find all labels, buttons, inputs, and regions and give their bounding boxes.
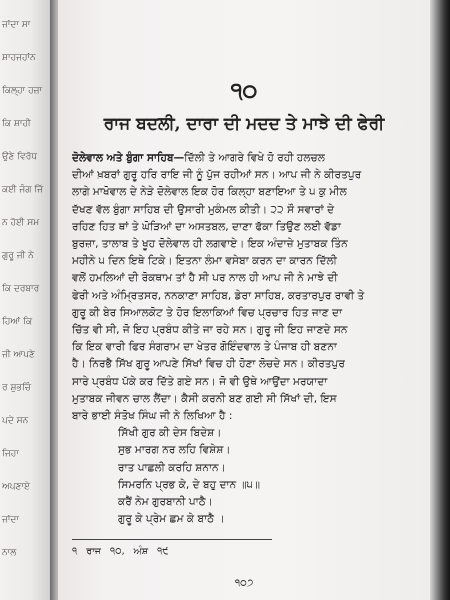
previous-page-text-fragment: ਕਿ ਦਰਬਾਰ — [2, 284, 40, 294]
verse-line: ਗੁਰੂ ਕੇ ਪ੍ਰੇਮ ਛਮ ਕੇ ਬਾਠੈ । — [118, 513, 225, 526]
body-line: ਦੱਖਣ ਵੱਲ ਬੁੰਗਾ ਸਾਹਿਬ ਦੀ ਉਸਾਰੀ ਮੁਕੰਮਲ ਕੀਤੀ। ੨੨ ਸੌ ਸਵਾਰਾਂ ਦੇ — [72, 203, 335, 216]
body-line: ਬਾਰੇ ਭਾਈ ਸੰਤੋਖ ਸਿੰਘ ਜੀ ਨੇ ਲਿਖਿਆ ਹੈ : — [72, 410, 233, 423]
previous-page-text-fragment: ਨ ਹੋਈ ਸਮ — [2, 218, 40, 228]
book-page — [58, 0, 430, 600]
body-line: ਕਿ ਇਕ ਵਾਰੀ ਫਿਰ ਸੰਗਰਾਮ ਦਾ ਖੇਤਰ ਗੋਇੰਦਵਾਲ ਤੇ ਪੰਜਾਬ ਹੀ ਬਣਨਾ — [72, 341, 337, 354]
verse-line: ਸਿੱਖੀ ਗੁਰ ਕੀ ਦੇਸ ਬਿਦੇਸ਼। — [118, 427, 222, 440]
footnote-divider — [72, 539, 272, 540]
footnote — [72, 546, 169, 557]
body-line: ਵਲੋਂ ਹਮਲਿਆਂ ਦੀ ਰੋਕਥਾਮ ਤਾਂ ਹੈ ਸੀ ਪਰ ਨਾਲ ਹੀ ਆਪ ਜੀ ਨੇ ਮਾਝੇ ਦੀ — [72, 272, 338, 285]
previous-page-text-fragment: ਕਈ ਜੰਗ ਜਿੱ — [2, 185, 44, 195]
previous-page-text-fragment: ਹਿਆਂ ਕਿ — [2, 317, 33, 327]
footnote-text: ਰਾਜ ੧੦, ਅੰਸ਼ ੧੯ — [86, 546, 169, 557]
body-line-1-text: ਦਿੱਲੀ ਤੇ ਆਗਰੇ ਵਿਖੇ ਹੋ ਰਹੀ ਹਲਚਲ — [184, 152, 325, 164]
previous-page-text-fragment: ਰ ਸ਼ੁਭਚਿੰ — [2, 383, 31, 393]
verse-line: ਰਾਤ ਪਾਛਲੀ ਕਰਹਿ ਸ਼ਨਾਨ। — [118, 461, 226, 474]
previous-page-text-fragment: ਸ਼ਾਹਜਹਾਂਨ — [2, 53, 36, 63]
previous-page-text-fragment: ਉਣੇ ਵਿਰੋਧ — [2, 152, 38, 162]
body-line-1 — [72, 150, 418, 167]
page-number: ੧੦੭ — [234, 578, 254, 589]
body-line: ਮੁਤਾਬਕ ਜੀਵਨ ਚਾਲ ਲੈਂਦਾ। ਕੈਸੀ ਕਰਨੀ ਬਣ ਗਈ ਸੀ ਸਿੱਖਾਂ ਦੀ, ਇਸ — [72, 392, 337, 405]
previous-page-text-fragment: ਜਾਂਦਾ ਸਾ — [2, 20, 31, 30]
body-line: ਗੁਰੂ ਕੀ ਬੇਰ ਸਿਆਲਕੋਟ ਤੇ ਹੋਰ ਇਲਾਕਿਆਂ ਵਿਚ ਪ੍ਰਚਾਰ ਹਿਤ ਜਾਣ ਦਾ — [72, 306, 343, 319]
body-line: ਦੀਆਂ ਖ਼ਬਰਾਂ ਗੁਰੂ ਹਰਿ ਰਾਇ ਜੀ ਨੂੰ ਪੁੱਜ ਰਹੀਆਂ ਸਨ। ਆਪ ਜੀ ਨੇ ਕੀਰਤਪੁਰ — [72, 169, 362, 182]
previous-page-text-fragment: ਕਿਲ੍ਹਾ ਹਜ਼ਾ — [2, 86, 43, 96]
body-line: ਰਹਿਣ ਹਿਤ ਥਾਂ ਤੇ ਘੋੜਿਆਂ ਦਾ ਅਸਤਬਲ, ਦਾਣਾ ਫੱਕਾ ਤਿਉਣ ਲਈ ਵੱਡਾ — [72, 220, 341, 233]
chapter-title: ਰਾਜ ਬਦਲੀ, ਦਾਰਾ ਦੀ ਮਦਦ ਤੇ ਮਾਝੇ ਦੀ ਫੇਰੀ — [103, 114, 385, 134]
previous-page-text-fragment: ਅਪਣਾਏ — [2, 482, 30, 492]
body-text — [72, 150, 418, 528]
previous-page-edge — [0, 0, 52, 600]
body-line: ਫੇਰੀ ਅਤੇ ਅੰਮ੍ਰਿਤਸਰ, ਨਨਕਾਣਾ ਸਾਹਿਬ, ਡੇਰਾ ਸਾਹਿਬ, ਕਰਤਾਰਪੁਰ ਰਾਵੀ ਤੇ — [72, 289, 365, 302]
verse-line: ਸਿਮਰਨਿ ਪ੍ਰਭ ਕੇ, ਦੇ ਬਹੁ ਦਾਨ ॥੫॥ — [118, 478, 261, 491]
section-lead-label: ਦੋਲੇਵਾਲ ਅਤੇ ਬੁੰਗਾ ਸਾਹਿਬ— — [72, 152, 185, 164]
body-line: ਸਾਰੇ ਪ੍ਰਬੰਧ ਪੱਕੇ ਕਰ ਦਿੱਤੇ ਗਏ ਸਨ। ਜੋ ਵੀ ਉਥੇ ਆਉਂਦਾ ਮਰਯਾਦਾ — [72, 375, 328, 388]
verse-line: ਸੁਭ ਮਾਰਗ ਨਰ ਲਹਿ ਵਿਸ਼ੇਸ਼। — [118, 444, 231, 457]
body-line: ਲਾਗੇ ਮਾਖੋਵਾਲ ਦੇ ਨੇੜੇ ਦੋਲੇਵਾਲ ਇਕ ਹੋਰ ਕਿਲ੍ਹਾ ਬਣਾਇਆ ਤੇ ੫ ਕੁ ਮੀਲ — [72, 186, 347, 199]
body-line: ਹੈ। ਨਿਰਭੈ ਸਿੱਖ ਗੁਰੂ ਆਪਣੇ ਸਿੱਖਾਂ ਵਿਚ ਹੀ ਹੋਣਾ ਲੋਚਦੇ ਸਨ। ਕੀਰਤਪੁਰ — [72, 358, 345, 371]
body-line: ਮਹੀਨੇ ੫ ਦਿਨ ਇਥੇ ਟਿਕੇ। ਇਤਨਾ ਲੰਮਾ ਵਸੇਬਾ ਕਰਨ ਦਾ ਕਾਰਨ ਦਿੱਲੀ — [72, 255, 337, 268]
previous-page-text-fragment: ਕਿ ਸ਼ਾਹੀ — [2, 119, 31, 129]
previous-page-text-fragment: ਪਦੇ ਸਨ — [2, 416, 29, 426]
previous-page-text-fragment: ਜਾਂਦਾ — [2, 515, 19, 525]
background-edge — [430, 0, 450, 600]
body-line: ਚਿੱਤ ਵੀ ਸੀ, ਜੋ ਇਹ ਪ੍ਰਬੰਧ ਕੀਤੇ ਜਾ ਰਹੇ ਸਨ। ਗੁਰੂ ਜੀ ਇਹ ਜਾਣਦੇ ਸਨ — [72, 324, 348, 337]
previous-page-text-fragment: ਜਿਹਾ — [2, 449, 19, 459]
previous-page-text-fragment: ਨਾਲ — [2, 548, 17, 558]
verse-line: ਕਰੈਂ ਨੇਮ ਗੁਰਬਾਨੀ ਪਾਠੈ। — [118, 496, 213, 509]
chapter-number: ੧੦ — [230, 78, 258, 104]
body-line: ਬੁਰਜ਼ਾ, ਤਾਲਾਬ ਤੇ ਖੂਹ ਦੋਲੇਵਾਲ ਹੀ ਲਗਵਾਏ। ਇਕ ਅੰਦਾਜ਼ੇ ਮੁਤਾਬਕ ਤਿੰਨ — [72, 238, 348, 251]
previous-page-text-fragment: ਜੀ ਆਪਣੇ — [2, 350, 35, 360]
footnote-marker: ੧ — [72, 546, 78, 557]
previous-page-text-fragment: ਗੁਰੂ ਜੀ ਨੇ — [2, 251, 34, 261]
